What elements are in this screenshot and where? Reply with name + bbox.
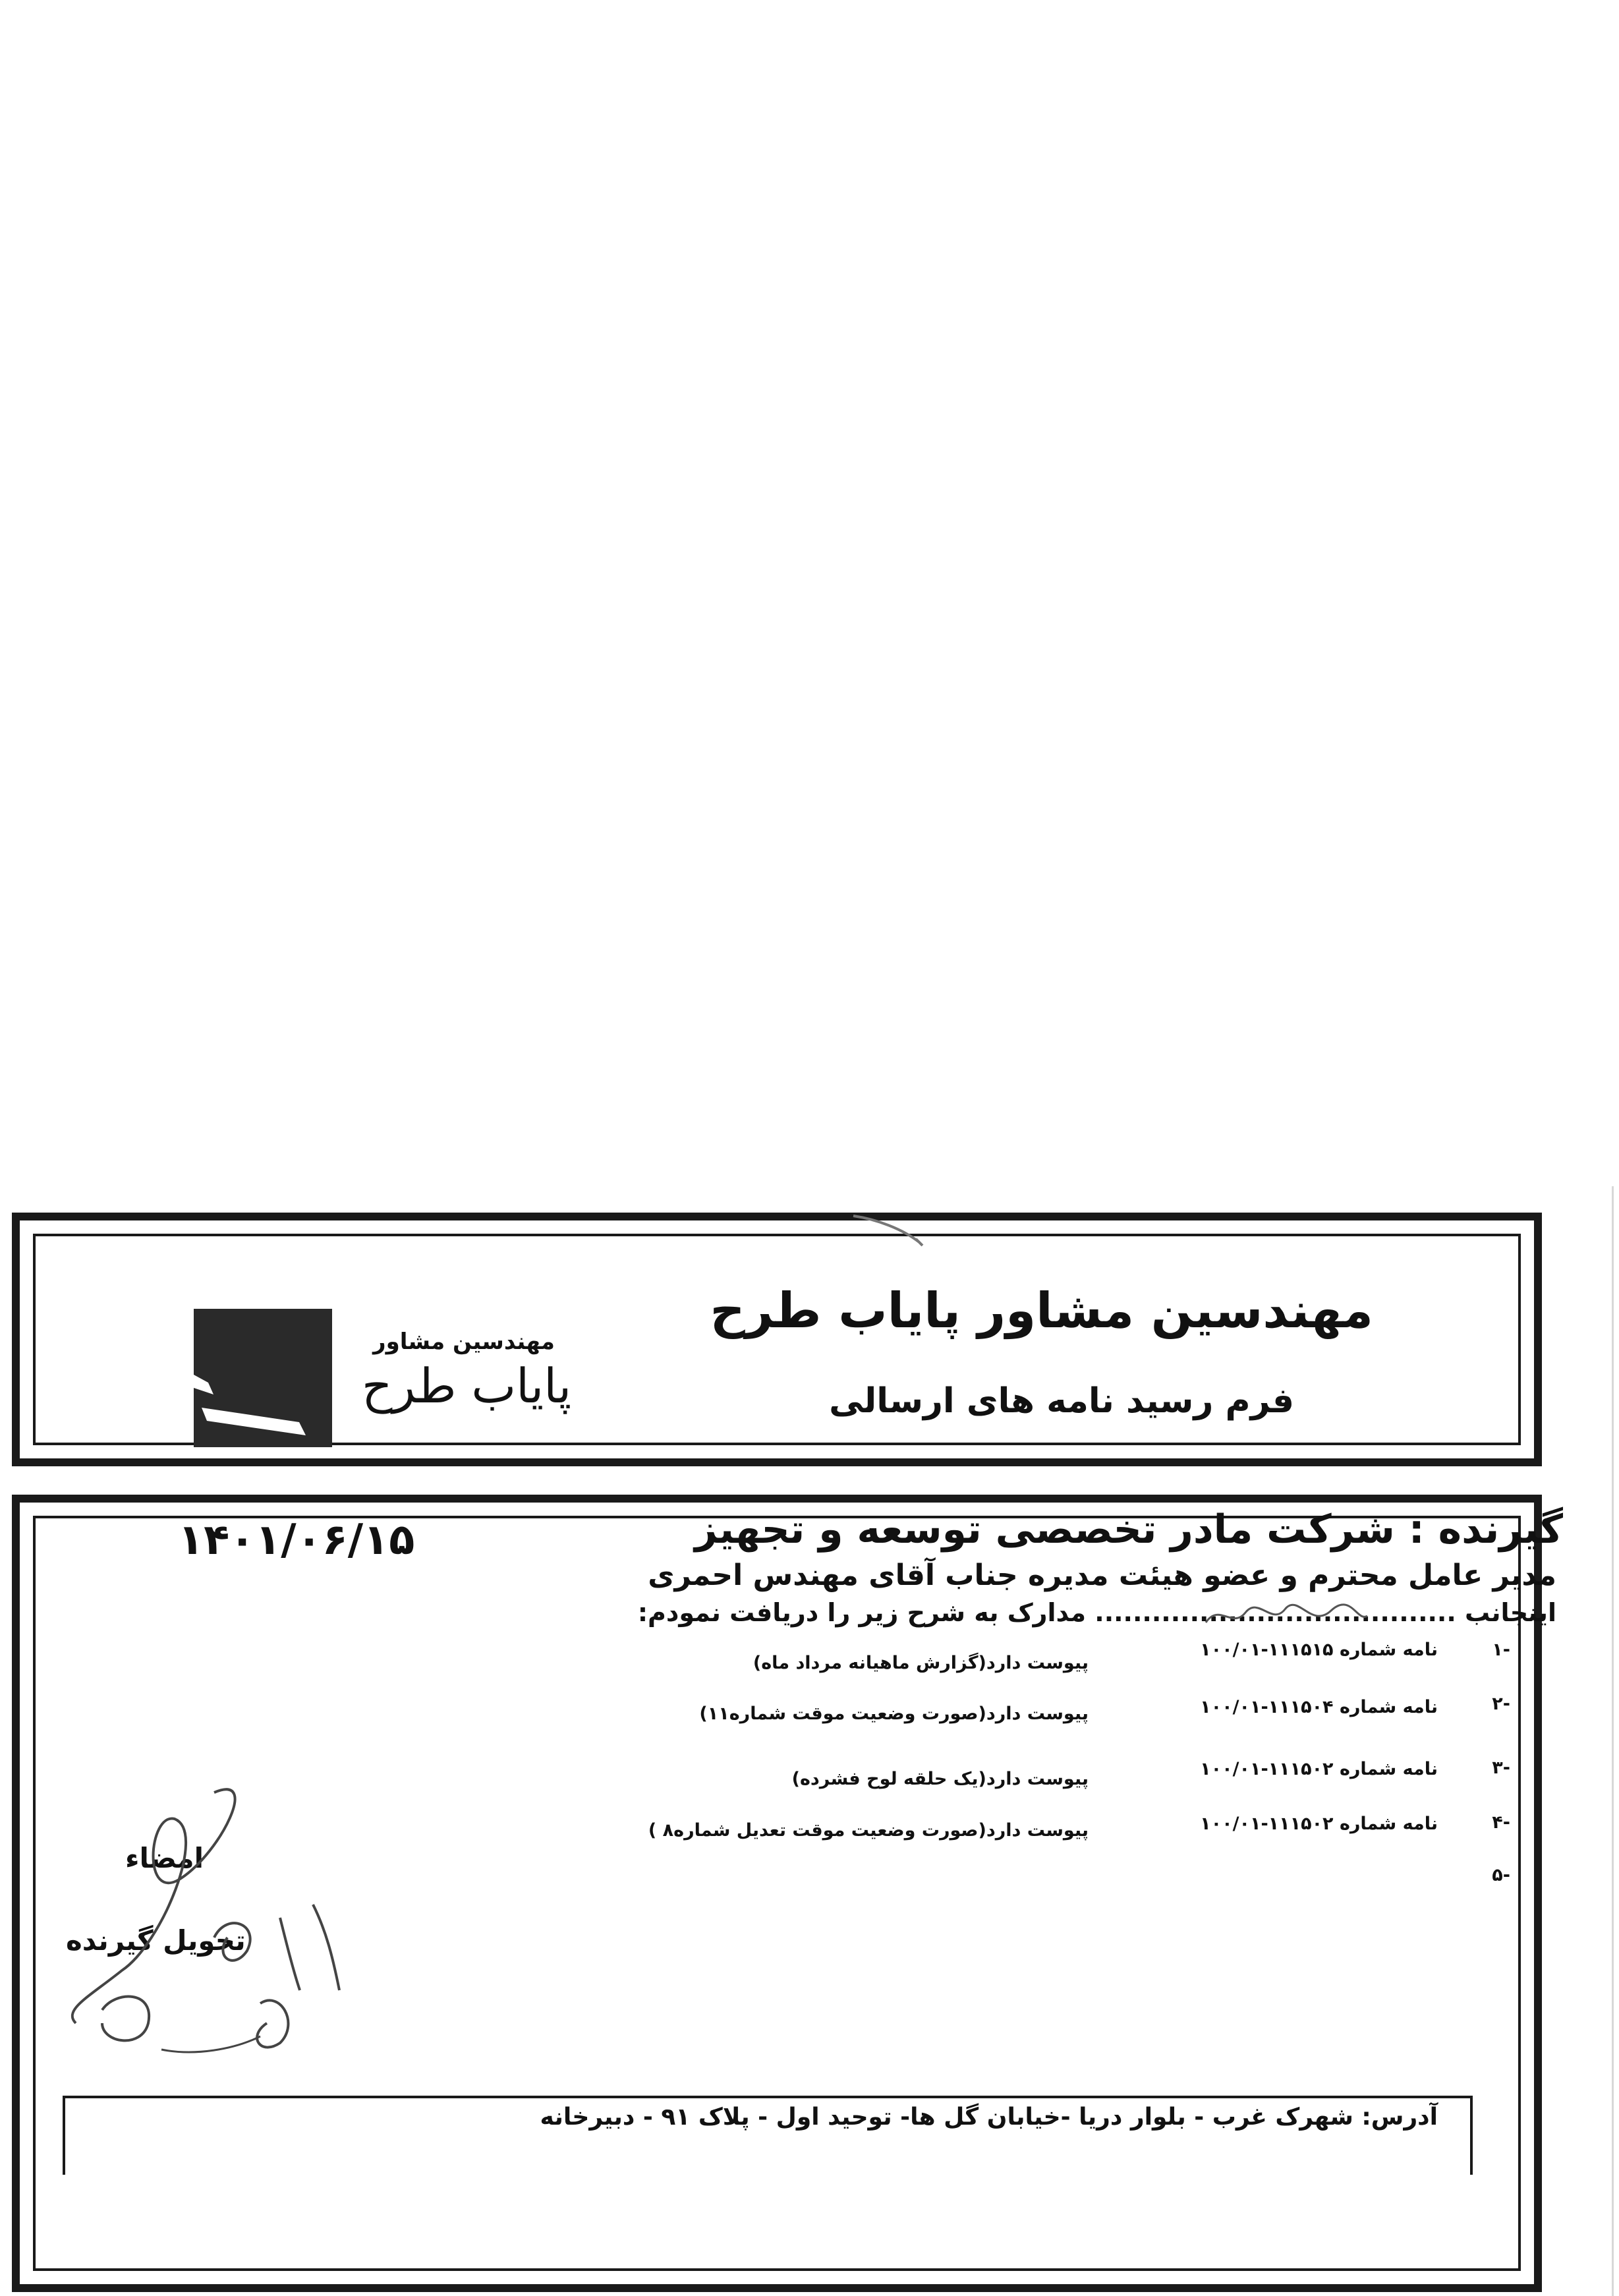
scan-edge — [1612, 1186, 1614, 2296]
item-letter-ref: نامه شماره ۱۱۱۵۰۲-۱۰۰/۰۱ — [1200, 1814, 1438, 1834]
item-number: -۵ — [1492, 1865, 1510, 1885]
logo-large-text: پایاب طرح — [362, 1358, 572, 1414]
header-inner-frame — [33, 1234, 1521, 1445]
item-letter-ref: نامه شماره ۱۱۱۵۰۴-۱۰۰/۰۱ — [1200, 1697, 1438, 1717]
receiver-label: تحویل گیرنده — [66, 1924, 246, 1957]
date-text: ۱۴۰۱/۰۶/۱۵ — [178, 1516, 415, 1564]
undersigned-line: اینجانب ...................................... مدارک به شرح زیر را دریافت نمودم: — [637, 1598, 1556, 1627]
item-description: پیوست دارد(گزارش ماهیانه مرداد ماه) — [753, 1653, 1089, 1673]
item-letter-ref: نامه شماره ۱۱۱۵۰۲-۱۰۰/۰۱ — [1200, 1759, 1438, 1779]
staple-icon — [850, 1213, 929, 1252]
item-number: -۳ — [1492, 1758, 1510, 1778]
sign-label: امضاء — [125, 1842, 204, 1874]
logo-mark-icon — [194, 1309, 332, 1447]
handwritten-name-icon — [1199, 1596, 1371, 1636]
item-number: -۲ — [1492, 1694, 1510, 1714]
item-letter-ref: نامه شماره ۱۱۱۵۱۵-۱۰۰/۰۱ — [1200, 1640, 1438, 1660]
item-description: پیوست دارد(صورت وضعیت موقت شماره۱۱) — [699, 1704, 1089, 1724]
signature-icon — [63, 1773, 379, 2069]
item-number: -۴ — [1492, 1812, 1510, 1833]
form-title: فرم رسید نامه های ارسالی — [829, 1381, 1294, 1421]
company-title: مهندسین مشاور پایاب طرح — [710, 1282, 1373, 1339]
footer-address: آدرس: شهرک غرب - بلوار دریا -خیابان گل ها- توحید اول - پلاک ۹۱ - دبیرخانه — [540, 2104, 1438, 2131]
item-number: -۱ — [1492, 1640, 1510, 1660]
header-frame — [12, 1213, 1542, 1466]
item-description: پیوست دارد(صورت وضعیت موقت تعدیل شماره۸ ) — [648, 1820, 1089, 1841]
item-description: پیوست دارد(یک حلقه لوح فشرده) — [791, 1769, 1089, 1789]
recipient-line: گیرنده : شرکت مادر تخصصی توسعه و تجهیز — [695, 1507, 1563, 1553]
addressee-line: مدیر عامل محترم و عضو هیئت مدیره جناب آقای مهندس احمری — [648, 1559, 1556, 1592]
logo-small-text: مهندسین مشاور — [373, 1329, 555, 1355]
